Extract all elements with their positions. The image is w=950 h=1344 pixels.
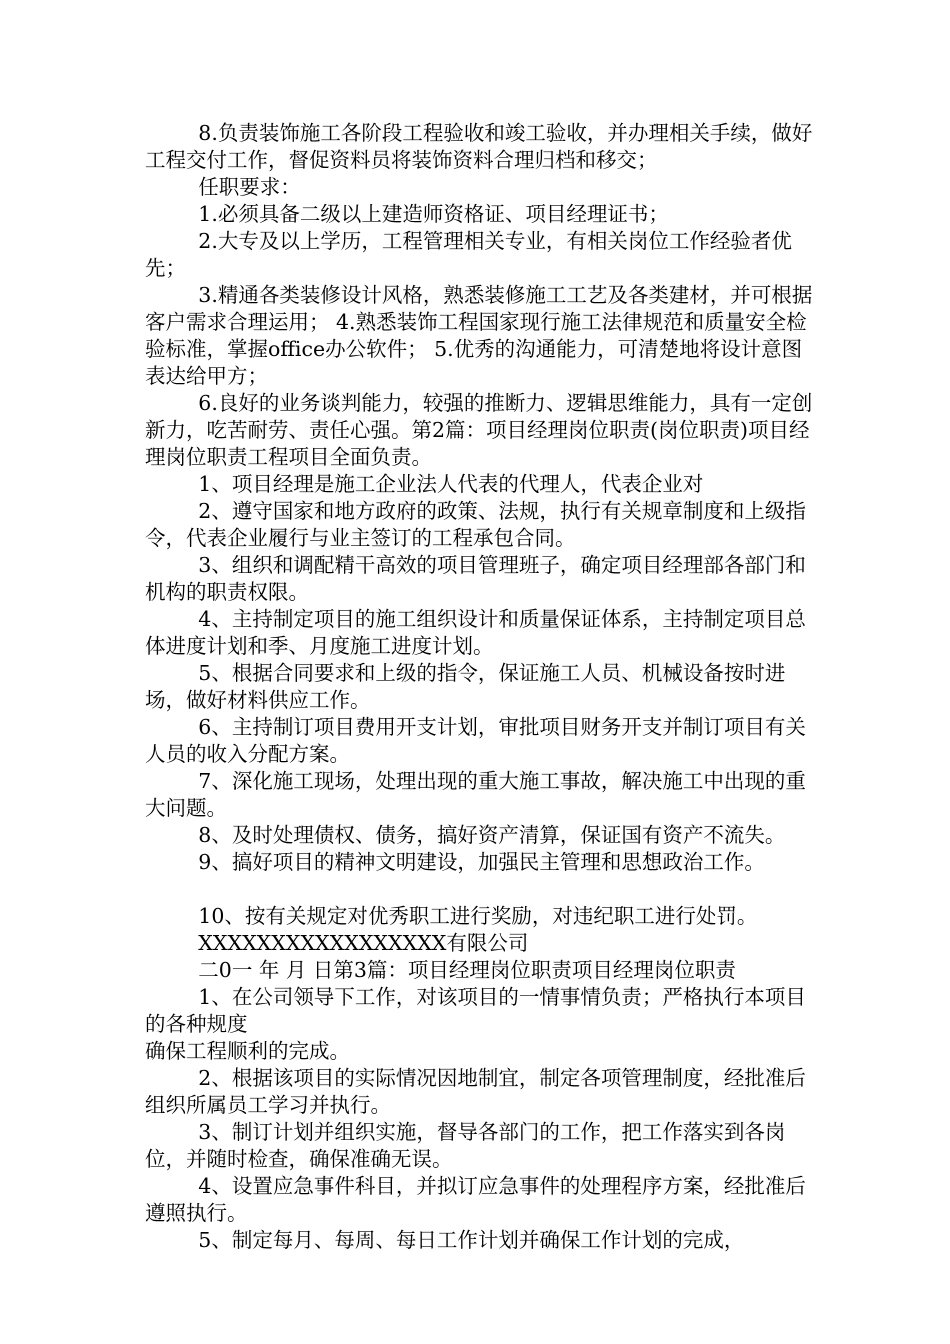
paragraph: 7、深化施工现场，处理出现的重大施工事故，解决施工中出现的重大问题。 <box>145 769 806 820</box>
paragraph: 2、根据该项目的实际情况因地制宜，制定各项管理制度，经批准后组织所属员工学习并执行。 <box>145 1066 806 1117</box>
paragraph: 3.精通各类装修设计风格，熟悉装修施工工艺及各类建材，并可根据客户需求合理运用； 4.熟悉装饰工程国家现行施工法律规范和质量安全检验标准，掌握office办公软件； 5.优秀的沟通能力，可清楚地将设计意图表达给甲方； <box>145 283 813 388</box>
paragraph: 9、搞好项目的精神文明建设，加强民主管理和思想政治工作。 <box>198 850 765 874</box>
paragraph: 2.大专及以上学历，工程管理相关专业，有相关岗位工作经验者优先； <box>145 229 792 280</box>
paragraph: 8、及时处理债权、债务，搞好资产清算，保证国有资产不流失。 <box>198 823 786 847</box>
paragraph: 4、设置应急事件科目，并拟订应急事件的处理程序方案，经批准后遵照执行。 <box>145 1174 806 1225</box>
paragraph: 8.负责装饰施工各阶段工程验收和竣工验收，并办理相关手续，做好工程交付工作，督促资料员将装饰资料合理归档和移交； <box>145 121 813 172</box>
paragraph: 3、组织和调配精干高效的项目管理班子，确定项目经理部各部门和机构的职责权限。 <box>145 553 806 604</box>
paragraph: 3、制订计划并组织实施，督导各部门的工作，把工作落实到各岗位，并随时检查，确保准确无误。 <box>145 1120 786 1171</box>
paragraph: 确保工程顺利的完成。 <box>145 1039 350 1063</box>
company-name: XXXXXXXXXXXXXXXXX有限公司 <box>198 931 529 955</box>
paragraph: 6、主持制订项目费用开支计划，审批项目财务开支并制订项目有关人员的收入分配方案。 <box>145 715 806 766</box>
paragraph: 2、遵守国家和地方政府的政策、法规，执行有关规章制度和上级指令，代表企业履行与业主签订的工程承包合同。 <box>145 499 806 550</box>
paragraph: 5、制定每月、每周、每日工作计划并确保工作计划的完成， <box>198 1228 745 1252</box>
paragraph: 4、主持制定项目的施工组织设计和质量保证体系，主持制定项目总体进度计划和季、月度施工进度计划。 <box>145 607 806 658</box>
paragraph: 任职要求： <box>198 175 301 199</box>
paragraph: 1.必须具备二级以上建造师资格证、项目经理证书； <box>198 202 669 226</box>
paragraph: 6.良好的业务谈判能力，较强的推断力、逻辑思维能力，具有一定创新力，吃苦耐劳、责任心强。第2篇：项目经理岗位职责(岗位职责)项目经理岗位职责工程项目全面负责。 <box>145 391 813 469</box>
document-body <box>145 120 820 1254</box>
paragraph: 1、项目经理是施工企业法人代表的代理人，代表企业对 <box>198 472 704 496</box>
paragraph: 5、根据合同要求和上级的指令，保证施工人员、机械设备按时进场，做好材料供应工作。 <box>145 661 786 712</box>
paragraph: 10、按有关规定对优秀职工进行奖励，对违纪职工进行处罚。 <box>198 904 758 928</box>
date-and-heading: 二0一 年 月 日第3篇：项目经理岗位职责项目经理岗位职责 <box>198 958 736 982</box>
paragraph: 1、在公司领导下工作，对该项目的一情事情负责；严格执行本项目的各种规度 <box>145 985 806 1036</box>
